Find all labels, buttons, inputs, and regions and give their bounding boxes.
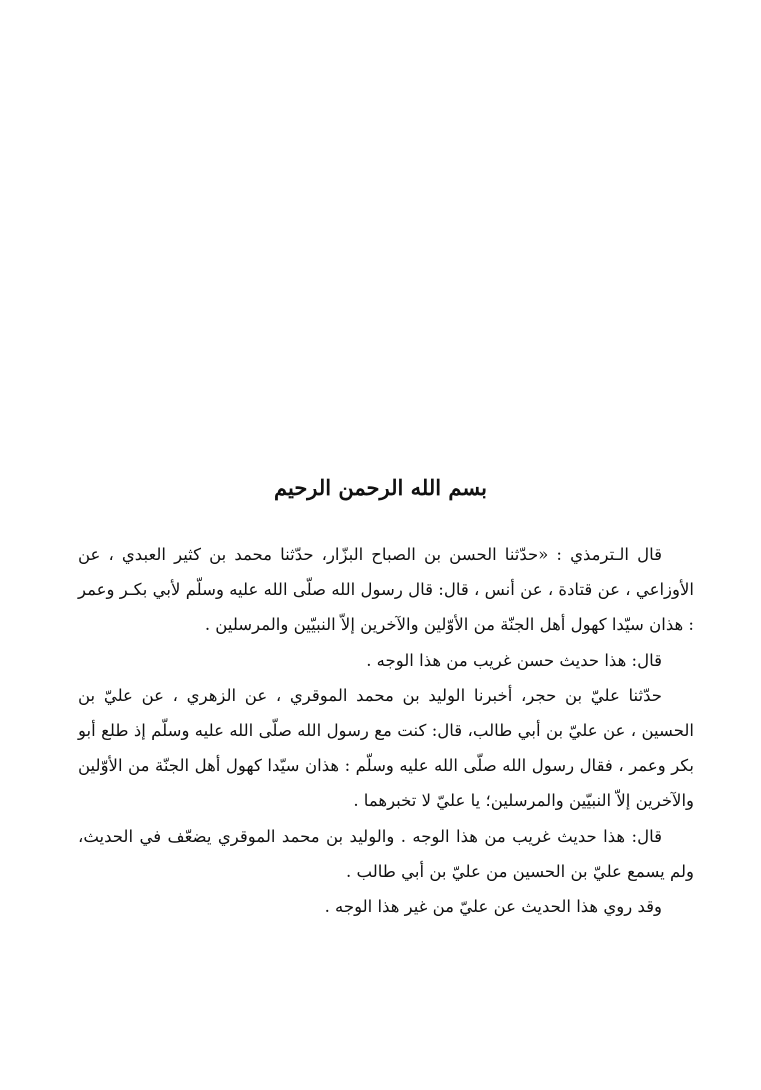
- paragraph-grading-hasan: قال: هذا حديث حسن غريب من هذا الوجه .: [366, 650, 662, 670]
- basmala-heading: بسم الله الرحمن الرحيم: [274, 475, 487, 500]
- paragraph-grading-gharib: قال: هذا حديث غريب من هذا الوجه . والوليد بن محمد الموقري يضعّف في الحديث، ولم يسمع عليّ بن الحسين من عليّ بن أبي طالب .: [78, 826, 694, 881]
- paragraph-ali-narration: حدّثنا عليّ بن حجر، أخبرنا الوليد بن محمد الموقري ، عن الزهري ، عن عليّ بن الحسين ، عن عليّ بن أبي طالب، قال: كنت مع رسول الله صلّى الله عليه وسلّم إذ طلع أبو بكر وعمر ، فقال رسول الله صلّى الله عليه وسلّم : هذان سيّدا كهول أهل الجنّة من الأوّلين والآخرين إلاّ النبيّين والمرسلين؛ يا عليّ لا تخبرهما .: [78, 685, 694, 811]
- body-text: [78, 537, 694, 924]
- paragraph-tirmidhi-narration: قال الـترمذي : «حدّثنا الحسن بن الصباح البزّار، حدّثنا محمد بن كثير العبدي ، عن الأوزاعي ، عن قتادة ، عن أنس ، قال: قال رسول الله صلّى الله عليه وسلّم لأبي بكـر وعمر : هذان سيّدا كهول أهل الجنّة من الأوّلين والآخرين إلاّ النبيّين والمرسلين .: [78, 545, 694, 635]
- paragraph-other-route: وقد روي هذا الحديث عن عليّ من غير هذا الوجه .: [324, 897, 662, 917]
